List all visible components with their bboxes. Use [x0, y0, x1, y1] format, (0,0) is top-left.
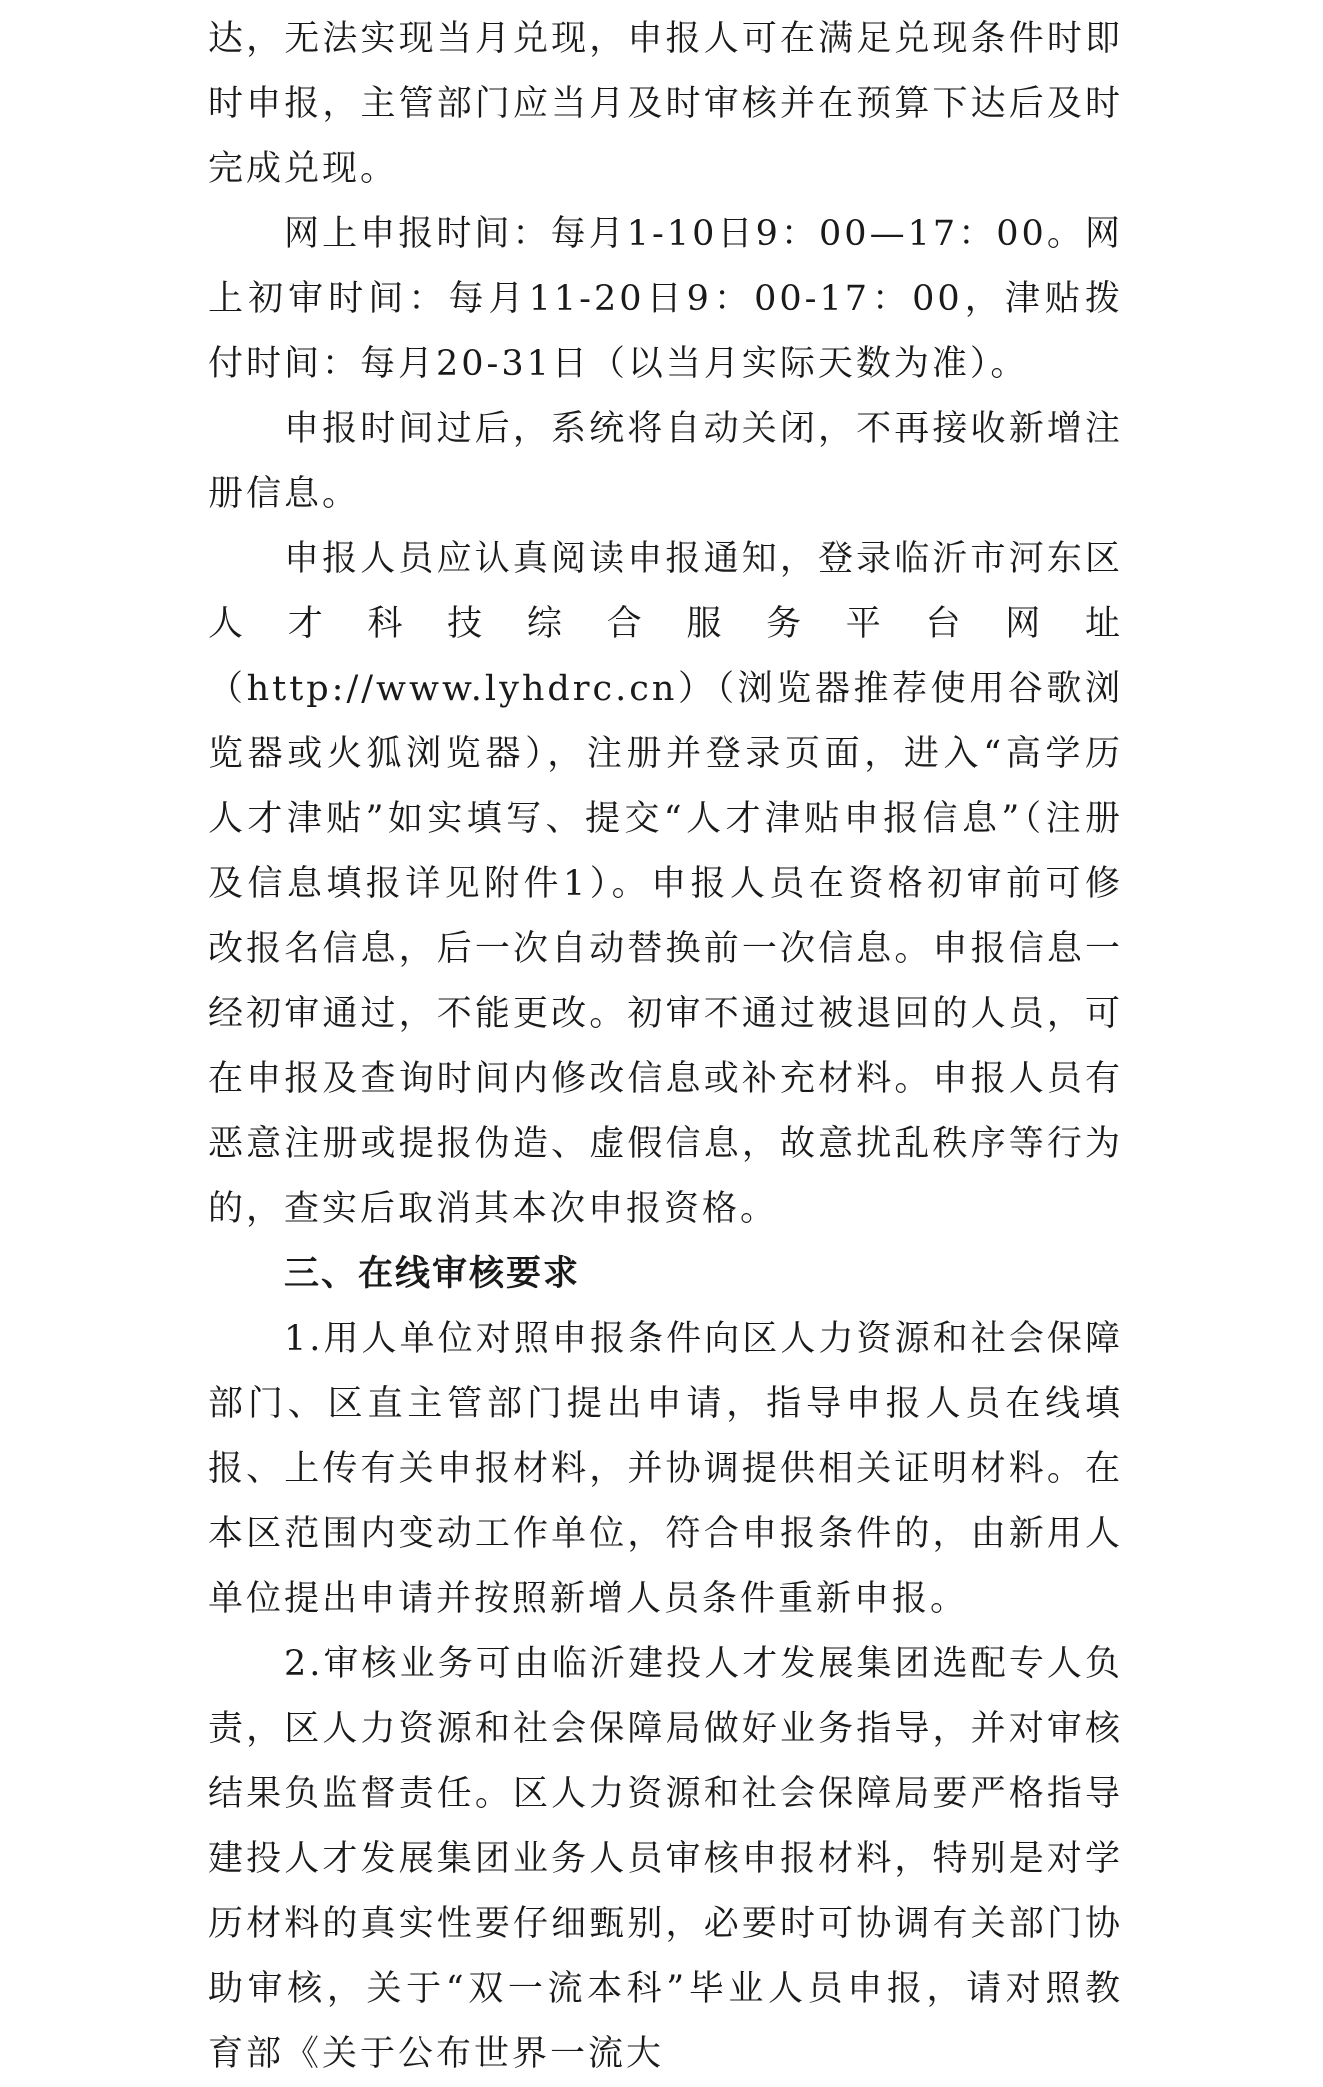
paragraph-continuation: 达，无法实现当月兑现，申报人可在满足兑现条件时即时申报，主管部门应当月及时审核并在预算下达后及时完成兑现。	[208, 19, 1123, 189]
section-heading-online-review: 三、在线审核要求	[284, 1254, 581, 1294]
paragraph-system-closing: 申报时间过后，系统将自动关闭，不再接收新增注册信息。	[208, 409, 1123, 514]
document-page	[208, 0, 1123, 2087]
paragraph-employer-application: 1.用人单位对照申报条件向区人力资源和社会保障部门、区直主管部门提出申请，指导申报人员在线填报、上传有关申报材料，并协调提供相关证明材料。在本区范围内变动工作单位，符合申报条件的，由新用人单位提出申请并按照新增人员条件重新申报。	[208, 1319, 1123, 1619]
paragraph-online-schedule: 网上申报时间：每月1-10日9：00—17：00。网上初审时间：每月11-20日9：00-17：00，津贴拨付时间：每月20-31日（以当月实际天数为准）。	[208, 214, 1123, 384]
paragraph-application-procedure: 申报人员应认真阅读申报通知，登录临沂市河东区人才科技综合服务平台网址（http://www.lyhdrc.cn）（浏览器推荐使用谷歌浏览器或火狐浏览器），注册并登录页面，进入“高学历人才津贴”如实填写、提交“人才津贴申报信息”（注册及信息填报详见附件1）。申报人员在资格初审前可修改报名信息，后一次自动替换前一次信息。申报信息一经初审通过，不能更改。初审不通过被退回的人员，可在申报及查询时间内修改信息或补充材料。申报人员有恶意注册或提报伪造、虚假信息，故意扰乱秩序等行为的，查实后取消其本次申报资格。	[208, 539, 1123, 1229]
paragraph-review-responsibility: 2.审核业务可由临沂建投人才发展集团选配专人负责，区人力资源和社会保障局做好业务指导，并对审核结果负监督责任。区人力资源和社会保障局要严格指导建投人才发展集团业务人员审核申报材料，特别是对学历材料的真实性要仔细甄别，必要时可协调有关部门协助审核，关于“双一流本科”毕业人员申报，请对照教育部《关于公布世界一流大	[208, 1644, 1123, 2074]
